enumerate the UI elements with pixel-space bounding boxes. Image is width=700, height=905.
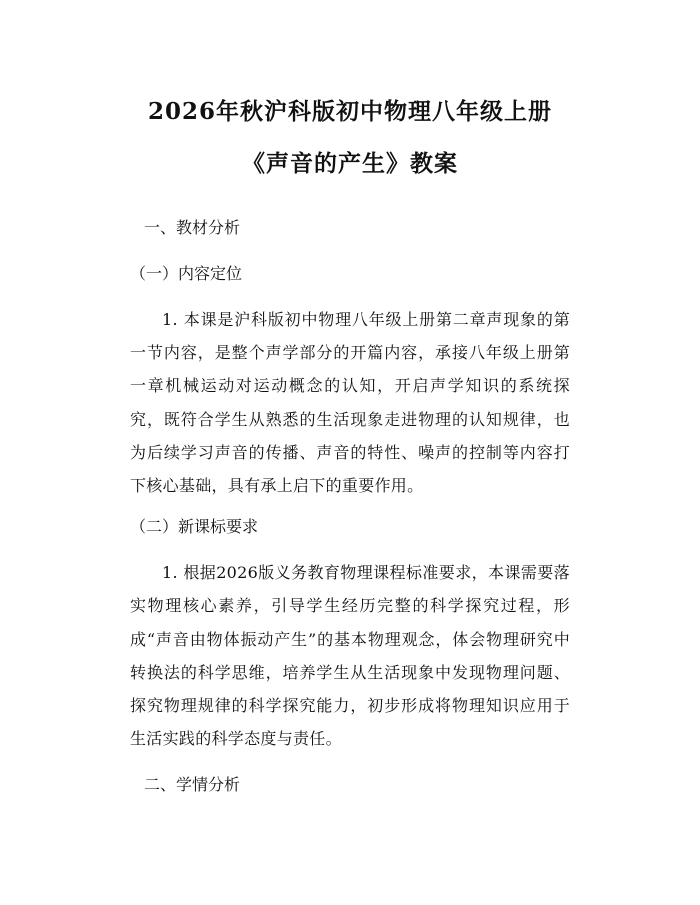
subsection-heading-content-positioning: （一）内容定位 [130,264,243,283]
paragraph-curriculum-requirements: 1. 根据2026版义务教育物理课程标准要求，本课需要落实物理核心素养，引导学生经历完整的科学探究过程，形成“声音由物体振动产生”的基本物理观念，体会物理研究中转换法的科学思维，培养学生从生活现象中发现物理问题、探究物理规律的科学探究能力，初步形成将物理知识应用于生活实践的科学态度与责任。 [130,563,570,749]
subsection-heading-curriculum-requirements: （二）新课标要求 [130,517,259,537]
paragraph-content-positioning: 1. 本课是沪科版初中物理八年级上册第二章声现象的第一节内容，是整个声学部分的开篇内容，承接八年级上册第一章机械运动对运动概念的认知，开启声学知识的系统探究，既符合学生从熟悉的生活现象走进物理的认知规律，也为后续学习声音的传播、声音的特性、噪声的控制等内容打下核心基础，具有承上启下的重要作用。 [130,310,570,496]
section-heading-student-analysis: 二、学情分析 [144,775,241,795]
document-title: 2026年秋沪科版初中物理八年级上册《声音的产生》教案 [147,98,552,177]
section-heading-textbook-analysis: 一、教材分析 [144,218,241,237]
